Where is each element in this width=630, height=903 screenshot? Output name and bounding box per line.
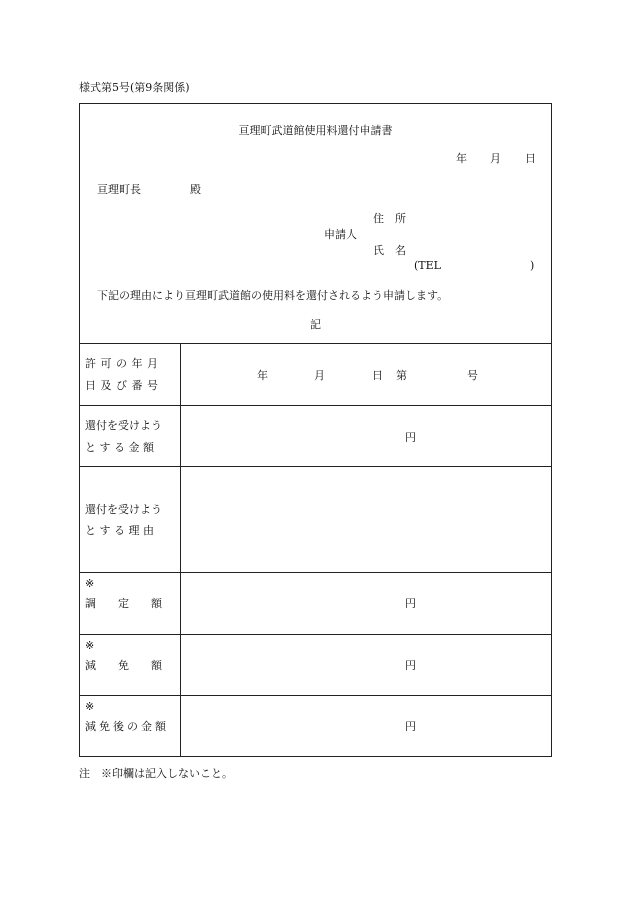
note-heading: 記: [310, 318, 321, 331]
applicant-label: 申請人: [324, 228, 357, 241]
applicant-address-label: 住 所: [373, 212, 406, 225]
refund-amount-field[interactable]: 円: [405, 431, 416, 444]
permit-number-prefix: 第: [396, 369, 407, 382]
post-reduction-amount-field[interactable]: 円: [405, 720, 416, 733]
reference-mark: ※: [85, 700, 95, 713]
row-label: 日 及 び 番 号: [85, 379, 159, 392]
addressee-honorific: 殿: [190, 183, 201, 196]
row-label: と す る 金 額: [85, 441, 154, 454]
divider: [80, 695, 551, 696]
refund-reason-field[interactable]: [181, 467, 551, 571]
permit-day-field[interactable]: 日: [372, 369, 383, 382]
row-label: 減免後の金額: [85, 720, 169, 733]
permit-year-field[interactable]: 年: [257, 369, 268, 382]
application-form: [79, 103, 552, 757]
row-label: と す る 理 由: [85, 524, 154, 537]
request-text: 下記の理由により亘理町武道館の使用料を還付されるよう申請します。: [97, 289, 449, 302]
permit-number-field[interactable]: 号: [467, 369, 478, 382]
reduction-amount-field[interactable]: 円: [405, 659, 416, 672]
row-label: 還付を受けよう: [85, 419, 162, 432]
divider: [80, 405, 551, 406]
assessed-amount-field[interactable]: 円: [405, 597, 416, 610]
row-label: 調 定 額: [85, 597, 162, 610]
reference-mark: ※: [85, 577, 95, 590]
footnote: 注 ※印欄は記入しないこと。: [79, 767, 233, 780]
divider: [80, 572, 551, 573]
addressee-name: 亘理町長: [97, 183, 141, 196]
form-title: 亘理町武道館使用料還付申請書: [238, 124, 393, 137]
date-day-field[interactable]: 日: [525, 152, 536, 165]
applicant-tel-close: ): [530, 259, 535, 272]
applicant-name-label: 氏 名: [373, 244, 406, 257]
form-number: 様式第5号(第9条関係): [79, 81, 190, 94]
divider: [80, 343, 551, 344]
reference-mark: ※: [85, 639, 95, 652]
row-label: 許 可 の 年 月: [85, 357, 159, 370]
row-label: 還付を受けよう: [85, 503, 162, 516]
date-year-field[interactable]: 年: [456, 152, 467, 165]
row-label: 減 免 額: [85, 659, 162, 672]
divider: [80, 634, 551, 635]
date-month-field[interactable]: 月: [490, 152, 501, 165]
permit-month-field[interactable]: 月: [314, 369, 325, 382]
applicant-tel-open[interactable]: (TEL: [414, 259, 441, 272]
